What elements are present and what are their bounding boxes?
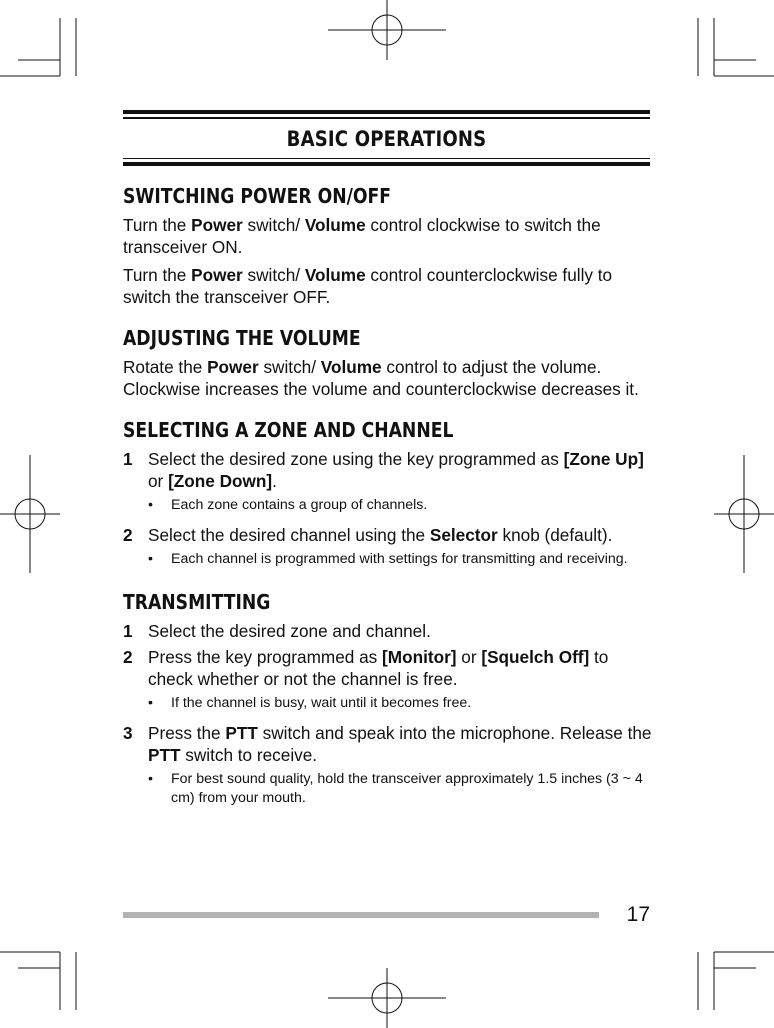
transmit-step-3 [123, 722, 653, 766]
note-text: Each channel is programmed with settings for transmitting and receiving. [171, 551, 628, 567]
registration-target-left [0, 455, 60, 573]
registration-target-top [328, 0, 446, 60]
bullet-glyph: • [148, 771, 153, 787]
power-on-paragraph [123, 214, 653, 258]
power-term: Power [207, 357, 259, 377]
volume-term: Volume [304, 215, 366, 235]
text-run: Press the key programmed as [148, 647, 383, 667]
text-run: switch/ [242, 265, 305, 285]
zone-step-1 [123, 448, 653, 492]
text-run: switch to receive. [180, 745, 318, 765]
page-number: 17 [626, 903, 650, 926]
text-run: Press the [148, 723, 226, 743]
page-title: BASIC OPERATIONS [286, 126, 487, 151]
bullet-glyph: • [148, 695, 153, 711]
text-run: Select the desired zone and channel. [148, 621, 431, 641]
step-number: 2 [123, 525, 133, 545]
step-number: 1 [123, 621, 133, 641]
volume-term: Volume [304, 265, 366, 285]
section-heading-zone: SELECTING A ZONE AND CHANNEL [123, 418, 454, 442]
zone-step-1-note [123, 496, 653, 515]
selector-term: Selector [429, 525, 498, 545]
title-rule-bottom-thin [123, 158, 650, 160]
text-run: Rotate the [123, 357, 208, 377]
zone-down-key: [Zone Down] [168, 471, 273, 491]
power-term: Power [191, 265, 243, 285]
squelch-off-key: [Squelch Off] [481, 647, 590, 667]
bullet-glyph: • [148, 497, 153, 513]
power-term: Power [191, 215, 243, 235]
title-rule-top [123, 110, 650, 114]
text-run: Turn the [123, 215, 192, 235]
bullet-glyph: • [148, 551, 153, 567]
note-text: For best sound quality, hold the transceiver approximately 1.5 inches (3 ~ 4 cm) from your mouth. [171, 771, 643, 806]
ptt-term: PTT [148, 745, 181, 765]
volume-term: Volume [320, 357, 382, 377]
chapter-title-block [123, 110, 650, 166]
zone-step-2 [123, 524, 653, 546]
footer-bar [123, 912, 599, 918]
volume-paragraph [123, 356, 653, 400]
text-run: switch/ [242, 215, 305, 235]
section-heading-transmit: TRANSMITTING [123, 590, 271, 614]
note-text: If the channel is busy, wait until it becomes free. [171, 695, 472, 711]
step-number: 2 [123, 647, 133, 667]
zone-step-2-note [123, 550, 653, 569]
section-heading-volume: ADJUSTING THE VOLUME [123, 326, 361, 350]
text-run: . [272, 471, 277, 491]
transmit-step-3-note [123, 770, 653, 808]
step-number: 3 [123, 723, 133, 743]
text-run: switch/ [258, 357, 321, 377]
power-off-paragraph [123, 264, 653, 308]
text-run: knob (default). [497, 525, 613, 545]
monitor-key: [Monitor] [382, 647, 457, 667]
text-run: Select the desired zone using the key programmed as [148, 449, 564, 469]
title-rule-bottom [123, 162, 650, 166]
text-run: control clockwise to switch the transceiver ON. [123, 215, 601, 257]
transmit-step-2 [123, 646, 653, 690]
registration-target-bottom [328, 968, 446, 1028]
text-run: switch and speak into the microphone. Release the [257, 723, 652, 743]
text-run: or [456, 647, 482, 667]
text-run: Select the desired channel using the [148, 525, 430, 545]
note-text: Each zone contains a group of channels. [171, 497, 428, 513]
transmit-step-2-note [123, 694, 653, 713]
section-heading-power: SWITCHING POWER ON/OFF [123, 184, 392, 208]
transmit-step-1 [123, 620, 653, 642]
step-number: 1 [123, 449, 133, 469]
page-content [123, 178, 653, 817]
text-run: control to adjust the volume. Clockwise increases the volume and counterclockwise decreases it. [123, 357, 639, 399]
registration-target-right [714, 455, 774, 573]
ptt-term: PTT [225, 723, 258, 743]
text-run: Turn the [123, 265, 192, 285]
zone-up-key: [Zone Up] [563, 449, 644, 469]
text-run: control counterclockwise fully to switch the transceiver OFF. [123, 265, 613, 307]
text-run: or [148, 471, 169, 491]
text-run: to check whether or not the channel is free. [148, 647, 609, 689]
